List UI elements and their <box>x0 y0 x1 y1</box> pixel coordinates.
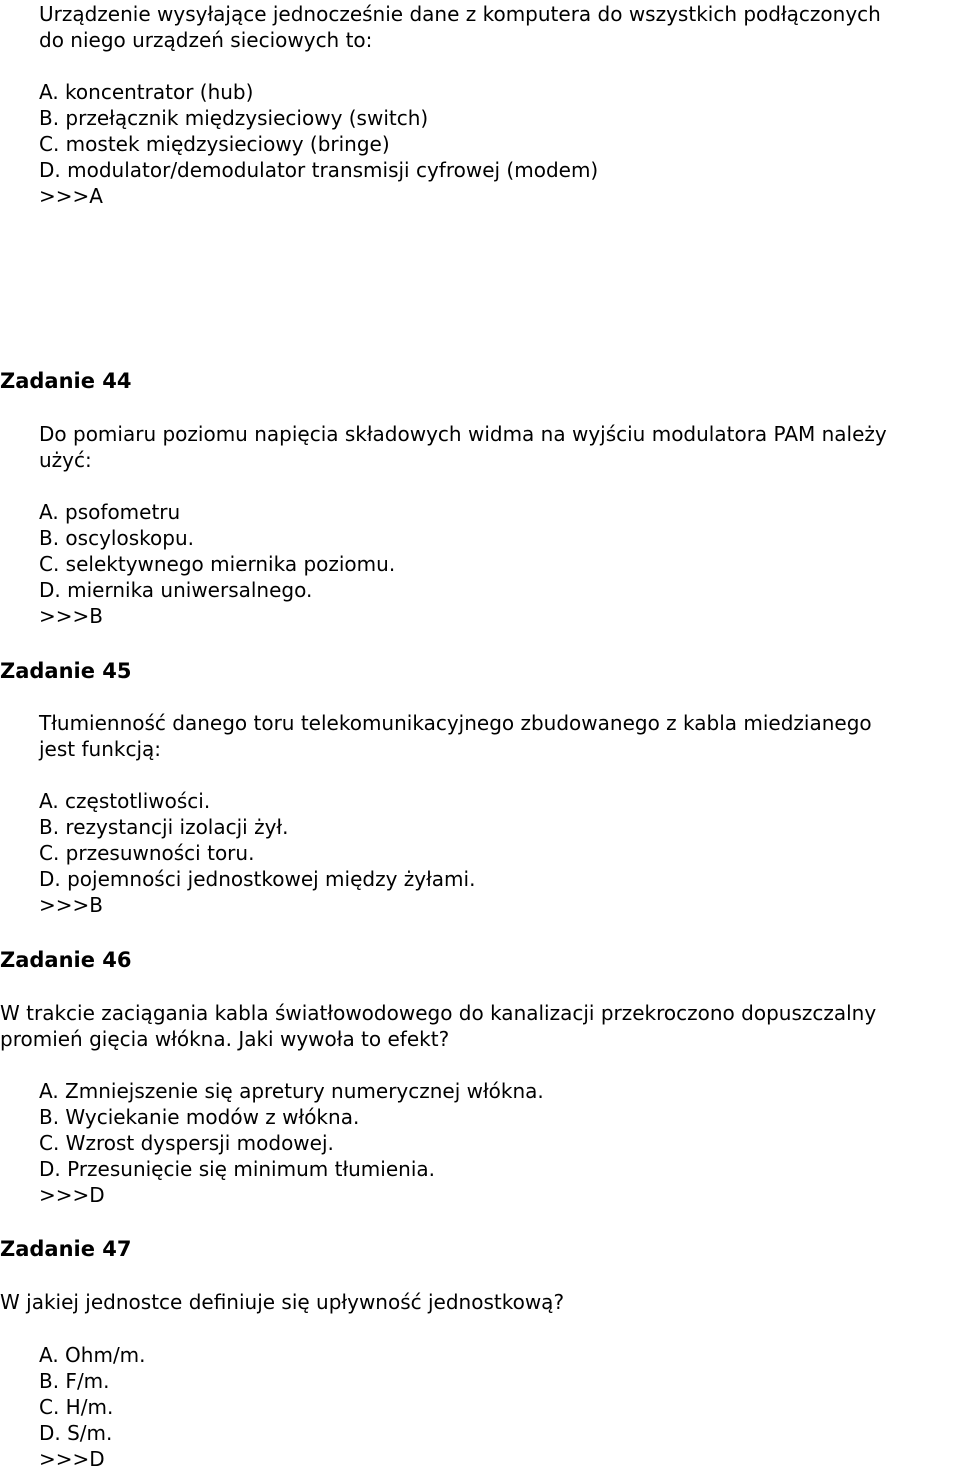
q44-question-line: Do pomiaru poziomu napięcia składowych widma na wyjściu modulatora PAM należy <box>39 422 887 446</box>
q44-title: Zadanie 44 <box>0 369 132 393</box>
q44-option-d: D. miernika uniwersalnego. <box>39 578 313 602</box>
q46-question-line: W trakcie zaciągania kabla światłowodowego do kanalizacji przekroczono dopuszczalny <box>0 1001 877 1025</box>
q43-question <box>39 1 881 53</box>
q45-option-c: C. przesuwności toru. <box>39 841 255 865</box>
q46-option-c: C. Wzrost dyspersji modowej. <box>39 1131 334 1155</box>
q46-question <box>0 1000 876 1052</box>
q45-options <box>39 788 475 918</box>
q46-option-b: B. Wyciekanie modów z włókna. <box>39 1105 360 1129</box>
q47-question-line: W jakiej jednostce definiuje się upływność jednostkową? <box>0 1290 565 1314</box>
q45-option-b: B. rezystancji izolacji żył. <box>39 815 289 839</box>
q46-option-d: D. Przesunięcie się minimum tłumienia. <box>39 1157 435 1181</box>
q44-question <box>39 421 887 473</box>
q44-answer: >>>B <box>39 604 103 628</box>
q47-options <box>39 1342 146 1472</box>
q46-title: Zadanie 46 <box>0 948 132 972</box>
q44-question-line: użyć: <box>39 448 92 472</box>
q46-answer: >>>D <box>39 1183 105 1207</box>
q45-question <box>39 710 872 762</box>
q47-option-b: B. F/m. <box>39 1369 110 1393</box>
q47-option-a: A. Ohm/m. <box>39 1343 146 1367</box>
q46-options <box>39 1078 544 1208</box>
q44-options <box>39 499 395 629</box>
q44-option-c: C. selektywnego miernika poziomu. <box>39 552 396 576</box>
q45-question-line: Tłumienność danego toru telekomunikacyjnego zbudowanego z kabla miedzianego <box>39 711 872 735</box>
q46-option-a: A. Zmniejszenie się apretury numerycznej włókna. <box>39 1079 544 1103</box>
q47-option-c: C. H/m. <box>39 1395 114 1419</box>
q43-option-c: C. mostek międzysieciowy (bringe) <box>39 132 390 156</box>
q43-answer: >>>A <box>39 184 103 208</box>
q45-option-d: D. pojemności jednostkowej między żyłami. <box>39 867 476 891</box>
q47-option-d: D. S/m. <box>39 1421 113 1445</box>
q45-question-line: jest funkcją: <box>39 737 162 761</box>
q43-question-line: do niego urządzeń sieciowych to: <box>39 28 373 52</box>
q44-option-b: B. oscyloskopu. <box>39 526 194 550</box>
q43-question-line: Urządzenie wysyłające jednocześnie dane z komputera do wszystkich podłączonych <box>39 2 881 26</box>
q46-question-line: promień gięcia włókna. Jaki wywoła to efekt? <box>0 1027 450 1051</box>
q43-option-d: D. modulator/demodulator transmisji cyfrowej (modem) <box>39 158 599 182</box>
q45-option-a: A. częstotliwości. <box>39 789 211 813</box>
q47-answer: >>>D <box>39 1447 105 1471</box>
q45-title: Zadanie 45 <box>0 659 132 683</box>
q44-option-a: A. psofometru <box>39 500 181 524</box>
q47-question <box>0 1289 564 1315</box>
q45-answer: >>>B <box>39 893 103 917</box>
q47-title: Zadanie 47 <box>0 1237 132 1261</box>
q43-options <box>39 79 598 209</box>
q43-option-a: A. koncentrator (hub) <box>39 80 254 104</box>
q43-option-b: B. przełącznik międzysieciowy (switch) <box>39 106 429 130</box>
